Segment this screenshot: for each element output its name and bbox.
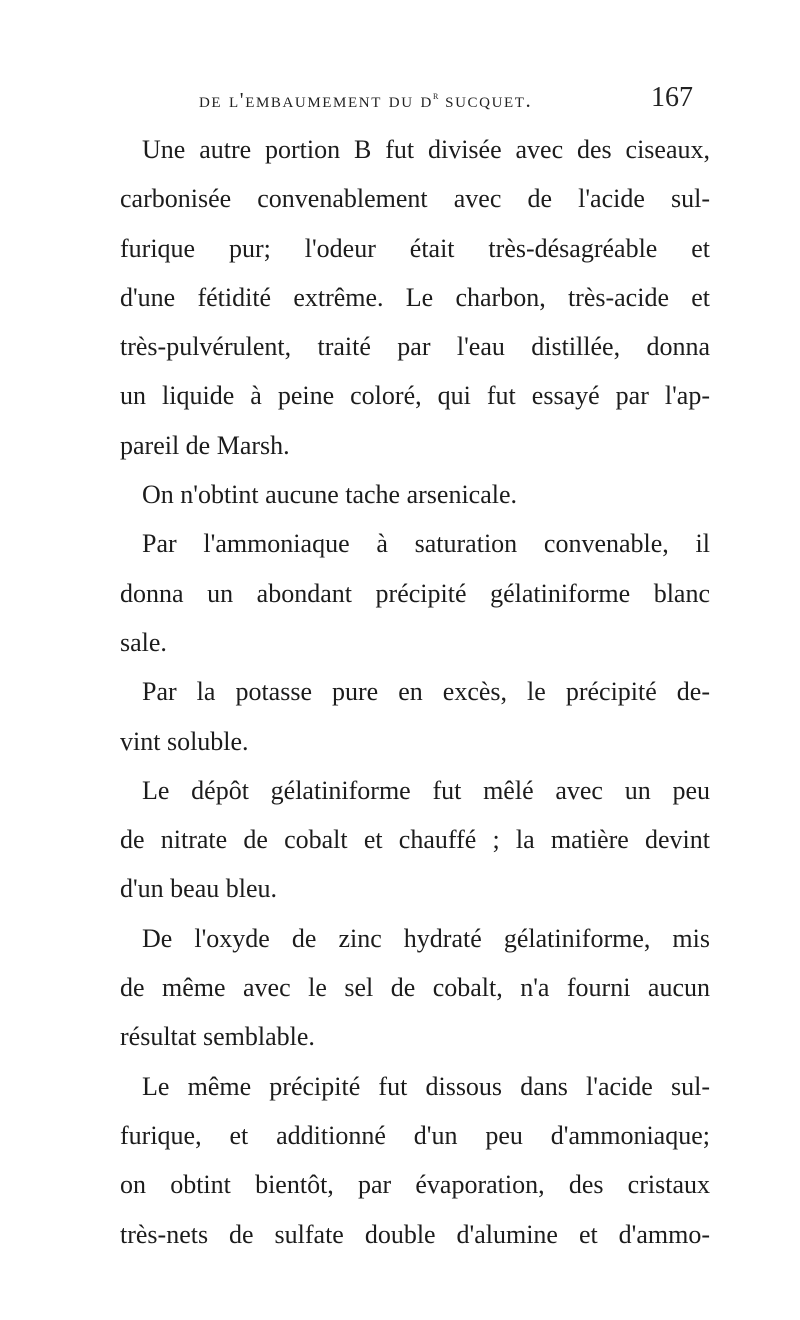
text-line: résultat semblable. [120, 1022, 315, 1052]
text-line: furique pur; l'odeur était très-désagréable et [120, 233, 710, 263]
running-head [199, 82, 719, 128]
text-line: De l'oxyde de zinc hydraté gélatiniforme, mis [142, 923, 710, 953]
body-text [120, 125, 710, 1259]
text-line: de même avec le sel de cobalt, n'a fourni aucun [120, 973, 710, 1003]
text-line: un liquide à peine coloré, qui fut essayé par l'ap- [120, 381, 710, 411]
text-line: Le dépôt gélatiniforme fut mêlé avec un peu [142, 775, 710, 805]
text-line: très-nets de sulfate double d'alumine et d'ammo- [120, 1219, 710, 1249]
text-line: donna un abondant précipité gélatiniforme blanc [120, 578, 710, 608]
text-line: Par la potasse pure en excès, le précipité de- [142, 677, 710, 707]
text-line: Le même précipité fut dissous dans l'acide sul- [142, 1071, 710, 1101]
text-line: d'une fétidité extrême. Le charbon, très-acide et [120, 282, 710, 312]
page-number: 167 [651, 82, 693, 113]
text-line: Une autre portion B fut divisée avec des ciseaux, [142, 135, 710, 164]
text-line: très-pulvérulent, traité par l'eau distillée, donna [120, 332, 710, 362]
text-line: On n'obtint aucune tache arsenicale. [142, 480, 518, 510]
text-line: pareil de Marsh. [120, 430, 290, 460]
text-line: sale. [120, 627, 167, 657]
text-line: Par l'ammoniaque à saturation convenable, il [142, 529, 710, 559]
text-line: on obtint bientôt, par évaporation, des cristaux [120, 1170, 710, 1200]
text-line: de nitrate de cobalt et chauffé ; la matière devint [120, 825, 710, 855]
text-line: vint soluble. [120, 726, 249, 756]
text-line: d'un beau bleu. [120, 874, 278, 904]
text-line: furique, et additionné d'un peu d'ammoniaque; [120, 1120, 710, 1150]
text-line: carbonisée convenablement avec de l'acide sul- [120, 184, 710, 214]
running-head-title: de l'embaumement du $d^r$ sucquet. [199, 88, 533, 112]
